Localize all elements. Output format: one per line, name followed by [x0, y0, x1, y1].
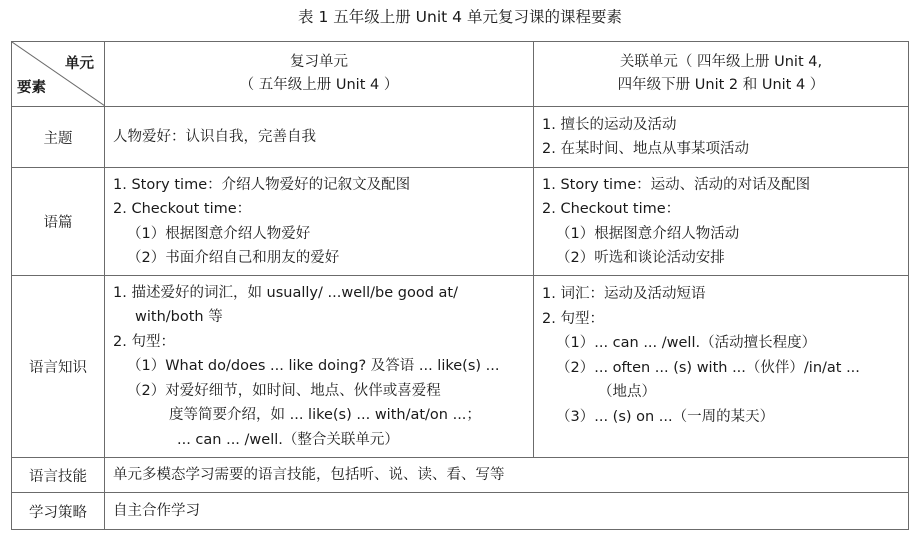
related-header-line2: 四年级下册 Unit 2 和 Unit 4 ）: [617, 77, 825, 93]
text-related-line: （2）听选和谈论活动安排: [556, 250, 725, 266]
text-review-line: （1）根据图意介绍人物爱好: [127, 225, 311, 242]
knowledge-related-line: （1）... can ... /well.（活动擅长程度）: [556, 335, 817, 351]
strategy-content: 自主合作学习: [113, 502, 200, 519]
knowledge-review-line: 度等简要介绍，如 ... like(s) ... with/at/on ...；: [169, 407, 481, 424]
knowledge-review-line: 1. 描述爱好的词汇，如 usually/ ...well/be good at/: [113, 284, 459, 301]
text-related-line: （1）根据图意介绍人物活动: [556, 225, 740, 242]
text-review-line: 2. Checkout time：: [113, 201, 252, 217]
row-label-theme: 主题: [12, 107, 105, 168]
related-header-line1: 关联单元（ 四年级上册 Unit 4,: [619, 54, 823, 70]
header-row: [12, 42, 909, 107]
text-related-line: 1. Story time：运动、活动的对话及配图: [542, 176, 811, 193]
row-label-knowledge: 语言知识: [12, 276, 105, 458]
text-review-cell: [105, 168, 534, 276]
text-related-line: 2. Checkout time：: [542, 201, 681, 217]
related-unit-header: [534, 42, 909, 107]
theme-related-line: 2. 在某时间、地点从事某项活动: [542, 141, 749, 157]
text-review-line: （2）书面介绍自己和朋友的爱好: [127, 250, 340, 266]
row-label-skills: 语言技能: [12, 458, 105, 493]
corner-label-elements: 要素: [17, 80, 46, 96]
knowledge-review-line: （2）对爱好细节，如时间、地点、伙伴或喜爱程: [127, 382, 441, 399]
text-review-line: 1. Story time：介绍人物爱好的记叙文及配图: [113, 176, 411, 193]
knowledge-related-line: （2）... often ... (s) with ...（伙伴）/in/at ...: [556, 359, 860, 376]
knowledge-row: [12, 276, 909, 458]
text-row: [12, 168, 909, 276]
row-label-strategy: 学习策略: [12, 493, 105, 530]
curriculum-table: [11, 41, 909, 530]
row-label-text: 语篇: [12, 168, 105, 276]
knowledge-related-line: （3）... (s) on ...（一周的某天）: [556, 408, 775, 425]
knowledge-related-cell: [534, 276, 909, 458]
theme-related-cell: [534, 107, 909, 168]
text-related-cell: [534, 168, 909, 276]
theme-related-line: 1. 擅长的运动及活动: [542, 116, 677, 133]
knowledge-related-line: 2. 句型：: [542, 310, 604, 327]
theme-review-cell: [105, 107, 534, 168]
strategy-content-cell: [105, 493, 909, 530]
skills-row: [12, 458, 909, 493]
corner-header-cell: [12, 42, 105, 107]
theme-review-text: 人物爱好：认识自我，完善自我: [113, 128, 316, 145]
skills-content: 单元多模态学习需要的语言技能，包括听、说、读、看、写等: [113, 466, 505, 483]
strategy-row: [12, 493, 909, 530]
review-unit-header: [105, 42, 534, 107]
review-header-line2: （ 五年级上册 Unit 4 ）: [239, 77, 399, 93]
knowledge-review-line: （1）What do/does ... like doing? 及答语 ... like(s) ...: [127, 358, 500, 375]
knowledge-review-line: with/both 等: [135, 309, 223, 326]
knowledge-related-line: 1. 词汇：运动及活动短语: [542, 286, 706, 302]
skills-content-cell: [105, 458, 909, 493]
knowledge-related-line: （地点）: [598, 384, 656, 400]
theme-row: [12, 107, 909, 168]
knowledge-review-line: ... can ... /well.（整合关联单元）: [177, 431, 399, 448]
table-caption: 表 1 五年级上册 Unit 4 单元复习课的课程要素: [298, 8, 622, 26]
corner-label-unit: 单元: [65, 56, 94, 72]
knowledge-review-cell: [105, 276, 534, 458]
knowledge-review-line: 2. 句型：: [113, 333, 175, 350]
review-header-line1: 复习单元: [290, 54, 348, 70]
